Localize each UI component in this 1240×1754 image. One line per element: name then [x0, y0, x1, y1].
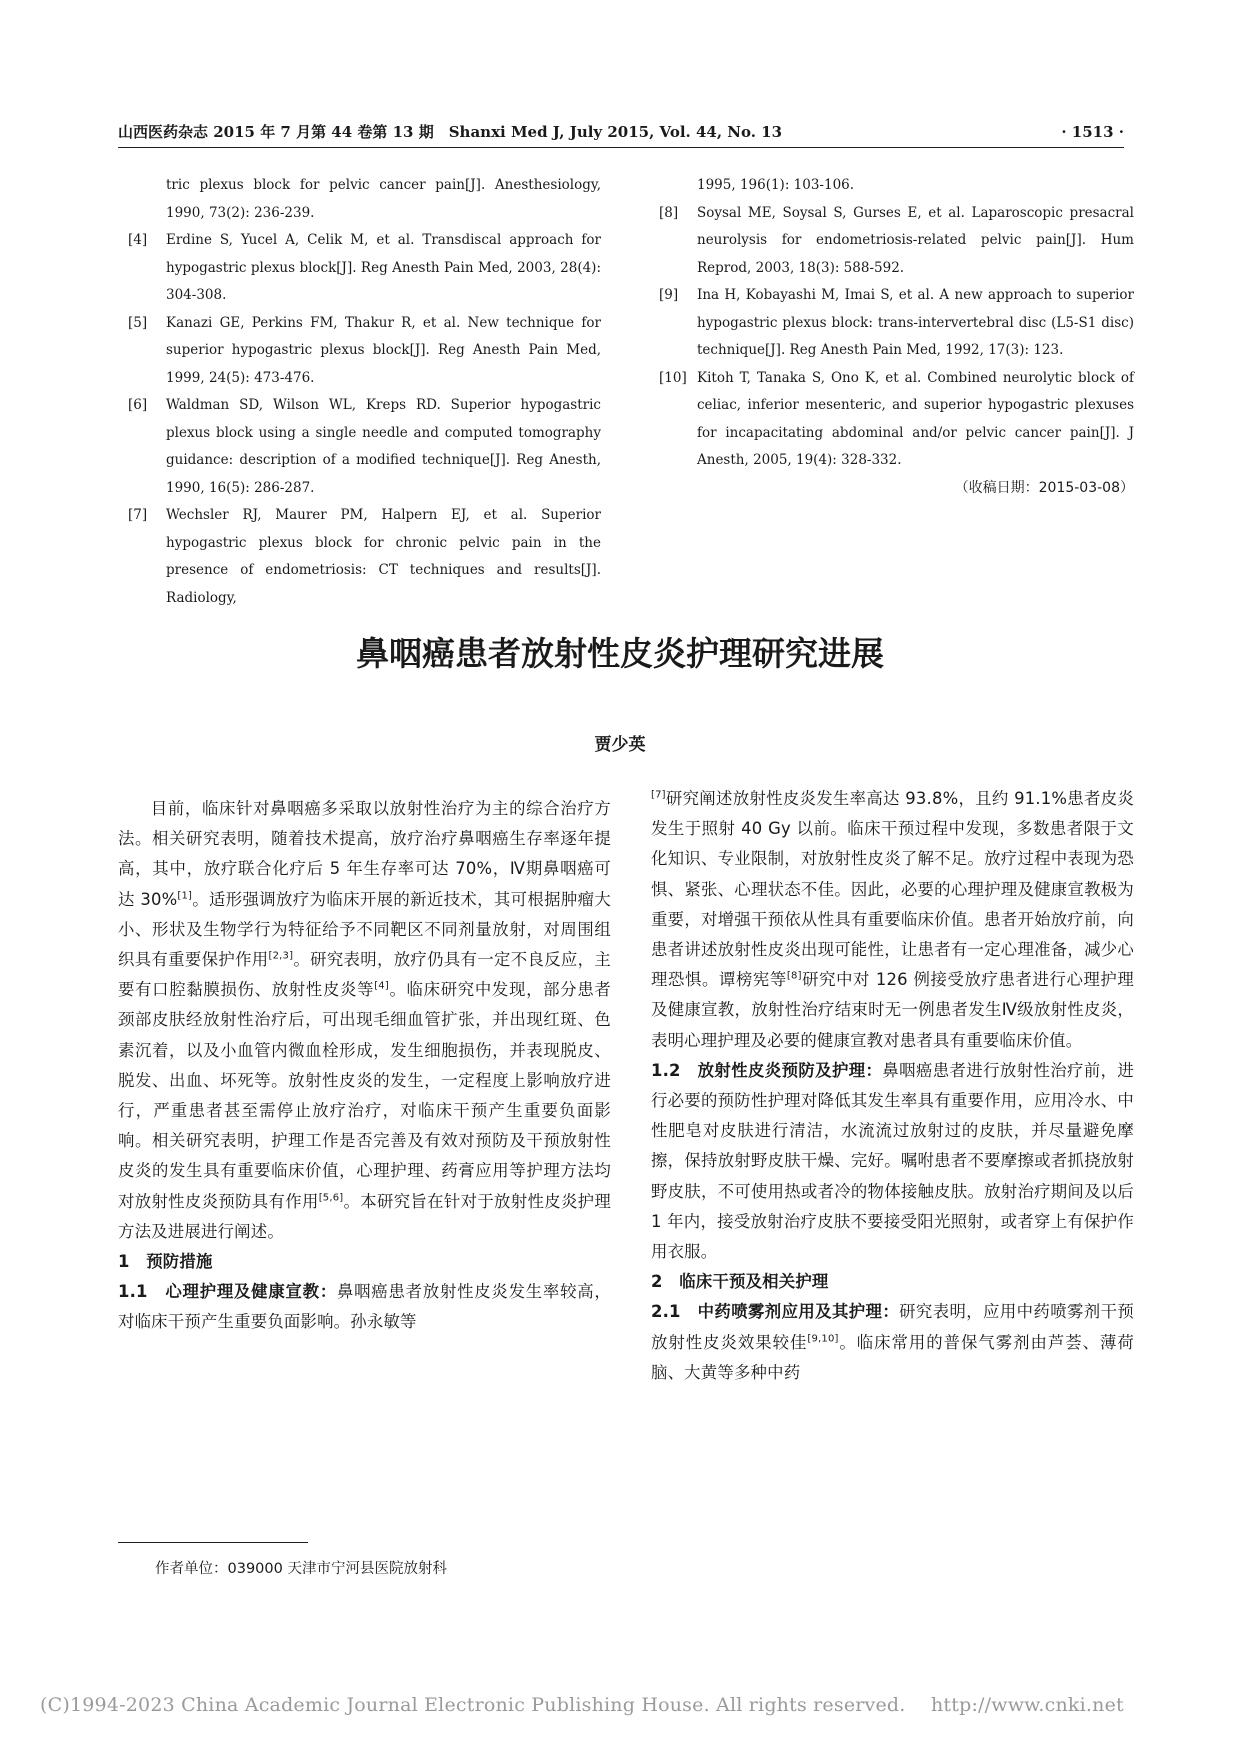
reference-number: [8] [659, 204, 679, 221]
subsection-text: 研究阐述放射性皮炎发生率高达 93.8%，且约 91.1%患者皮炎发生于照射 40 Gy 以前。临床干预过程中发现，多数患者限于文化知识、专业限制，对放射性皮炎了解不足。放疗过程中表现为恐惧、紧张、心理状态不佳。因此，必要的心理护理及健康宣教极为重要，对增强干预依从性具有重要临床价值。患者开始放疗前，向患者讲述放射性皮炎出现可能性，让患者有一定心理准备，减少心理恐惧。谭榜宪等 [651, 789, 1134, 990]
reference-item [128, 172, 601, 227]
subsection-text: 研究表明，应用中药喷雾剂干预放射性皮炎效果较佳 [651, 1302, 1134, 1352]
subsection-label: 1.2 放射性皮炎预防及护理： [651, 1060, 883, 1080]
citation: [2,3] [268, 950, 294, 962]
reference-text: Kitoh T, Tanaka S, Ono K, et al. Combined neurolytic block of celiac, inferior mesenteric, and superior hypogastric plexuses for incapacitating abdominal and/or pelvic cancer pain[J]. J Anesth, 2005, 19(4): 328-332. [697, 369, 1134, 468]
subsection-text: 鼻咽癌患者进行放射性治疗前，进行必要的预防性护理对降低其发生率具有重要作用，应用冷水、中性肥皂对皮肤进行清洁，水流流过放射过的皮肤，并尽量避免摩擦，保持放射野皮肤干燥、完好。嘱咐患者不要摩擦或者抓挠放射野皮肤，不可使用热或者冷的物体接触皮肤。放射治疗期间及以后 1 年内，接受放射治疗皮肤不要接受阳光照射，或者穿上有保护作用衣服。 [651, 1060, 1134, 1262]
body-left-column [118, 794, 611, 1338]
reference-text: Erdine S, Yucel A, Celik M, et al. Transdiscal approach for hypogastric plexus block[J]. Reg Anesth Pain Med, 2003, 28(4): 304-308. [166, 232, 601, 303]
running-header [118, 120, 1124, 144]
reference-text: tric plexus block for pelvic cancer pain[J]. Anesthesiology, 1990, 73(2): 236-239. [166, 177, 601, 221]
subsection-text: 鼻咽癌患者放射性皮炎发生率较高，对临床干预产生重要负面影响。孙永敏等 [118, 1282, 611, 1332]
reference-item [128, 502, 601, 612]
reference-item [659, 365, 1134, 475]
section-heading-1: 1 预防措施 [118, 1252, 213, 1272]
article-title: 鼻咽癌患者放射性皮炎护理研究进展 [356, 634, 884, 673]
reference-text: Wechsler RJ, Maurer PM, Halpern EJ, et al. Superior hypogastric plexus block for chronic pelvic pain in the presence of endometriosis: CT techniques and results[J]. Radiology, [166, 507, 601, 606]
reference-text: Ina H, Kobayashi M, Imai S, et al. A new approach to superior hypogastric plexus block: trans-intervertebral disc (L5-S1 disc) technique[J]. Reg Anesth Pain Med, 1992, 17(3): 123. [697, 287, 1134, 358]
reference-item [659, 172, 1134, 200]
journal-citation: 山西医药杂志 2015 年 7 月第 44 卷第 13 期 Shanxi Med J, July 2015, Vol. 44, No. 13 [118, 123, 783, 141]
footnote-rule [118, 1542, 308, 1543]
subsection-1-1-continued [651, 784, 1134, 1056]
citation: [1] [177, 890, 193, 902]
intro-text: 目前，临床针对鼻咽癌多采取以放射性治疗为主的综合治疗方法。相关研究表明，随着技术提高，放疗治疗鼻咽癌生存率逐年提高，其中，放疗联合化疗后 5 年生存率可达 70%，Ⅳ期鼻咽癌可达 30% [118, 799, 611, 909]
subsection-1-2 [651, 1056, 1134, 1267]
reference-item [128, 310, 601, 393]
intro-text: 。适形强调放疗为临床开展的新近技术，其可根据肿瘤大小、形状及生物学行为特征给予不同靶区不同剂量放射，对周围组织具有重要保护作用 [118, 889, 611, 970]
reference-number: [7] [128, 507, 148, 523]
copyright-notice: (C)1994-2023 China Academic Journal Electronic Publishing House. All rights reserved. http://www.cnki.net [40, 1694, 1124, 1716]
author-affiliation: 作者单位：039000 天津市宁河县医院放射科 [155, 1561, 447, 1577]
reference-text: Soysal ME, Soysal S, Gurses E, et al. Laparoscopic presacral neurolysis for endometriosis-related pelvic pain[J]. Hum Reprod, 2003, 18(3): 588-592. [697, 204, 1134, 276]
reference-number: [4] [128, 232, 148, 248]
page-number: · 1513 · [1061, 123, 1124, 141]
intro-paragraph [118, 794, 611, 1247]
body-right-column [651, 784, 1134, 1388]
intro-text: 。本研究旨在针对于放射性皮炎护理方法及进展进行阐述。 [118, 1191, 611, 1241]
reference-number: [9] [659, 287, 679, 303]
reference-text: Kanazi GE, Perkins FM, Thakur R, et al. New technique for superior hypogastric plexus block[J]. Reg Anesth Pain Med, 1999, 24(5): 473-476. [166, 314, 601, 386]
intro-text: 。临床研究中发现，部分患者颈部皮肤经放射性治疗后，可出现毛细血管扩张，并出现红斑、色素沉着，以及小血管内微血栓形成，发生细胞损伤，并表现脱皮、脱发、出血、坏死等。放射性皮炎的发生，一定程度上影响放疗进行，严重患者甚至需停止放疗治疗，对临床干预产生重要负面影响。相关研究表明，护理工作是否完善及有效对预防及干预放射性皮炎的发生具有重要临床价值，心理护理、药膏应用等护理方法均对放射性皮炎预防具有作用 [118, 980, 612, 1211]
intro-text: 。研究表明，放疗仍具有一定不良反应，主要有口腔黏膜损伤、放射性皮炎等 [118, 950, 611, 1000]
references-right-column [659, 172, 1134, 502]
subsection-text: 。临床常用的普保气雾剂由芦荟、薄荷脑、大黄等多种中药 [651, 1332, 1134, 1382]
citation: [8] [786, 970, 802, 982]
header-rule [118, 147, 1124, 148]
article-author: 贾少英 [594, 735, 646, 755]
received-date: （收稿日期：2015-03-08） [954, 479, 1134, 496]
section-heading-2: 2 临床干预及相关护理 [651, 1272, 829, 1292]
reference-item [659, 282, 1134, 365]
reference-number: [10] [659, 369, 687, 386]
subsection-2-1 [651, 1297, 1134, 1388]
citation: [4] [374, 980, 389, 992]
reference-item [128, 392, 601, 502]
citation: [9,10] [807, 1333, 839, 1345]
reference-text: Waldman SD, Wilson WL, Kreps RD. Superior hypogastric plexus block using a single needle and computed tomography guidance: description of a modified technique[J]. Reg Anesth, 1990, 16(5): 286-287. [166, 397, 601, 496]
reference-item [128, 227, 601, 310]
reference-number: [6] [128, 397, 148, 413]
reference-number: [5] [128, 314, 148, 331]
subsection-text: 研究中对 126 例接受放疗患者进行心理护理及健康宣教，放射性治疗结束时无一例患者发生Ⅳ级放射性皮炎，表明心理护理及必要的健康宣教对患者具有重要临床价值。 [651, 970, 1134, 1050]
subsection-label: 1.1 心理护理及健康宣教： [118, 1282, 337, 1302]
citation: [5,6] [318, 1192, 344, 1204]
subsection-1-1 [118, 1277, 611, 1337]
references-left-column [128, 172, 601, 612]
subsection-label: 2.1 中药喷雾剂应用及其护理： [651, 1302, 900, 1322]
citation: [7] [651, 789, 666, 801]
reference-text: 1995, 196(1): 103-106. [697, 177, 855, 193]
reference-item [659, 200, 1134, 283]
